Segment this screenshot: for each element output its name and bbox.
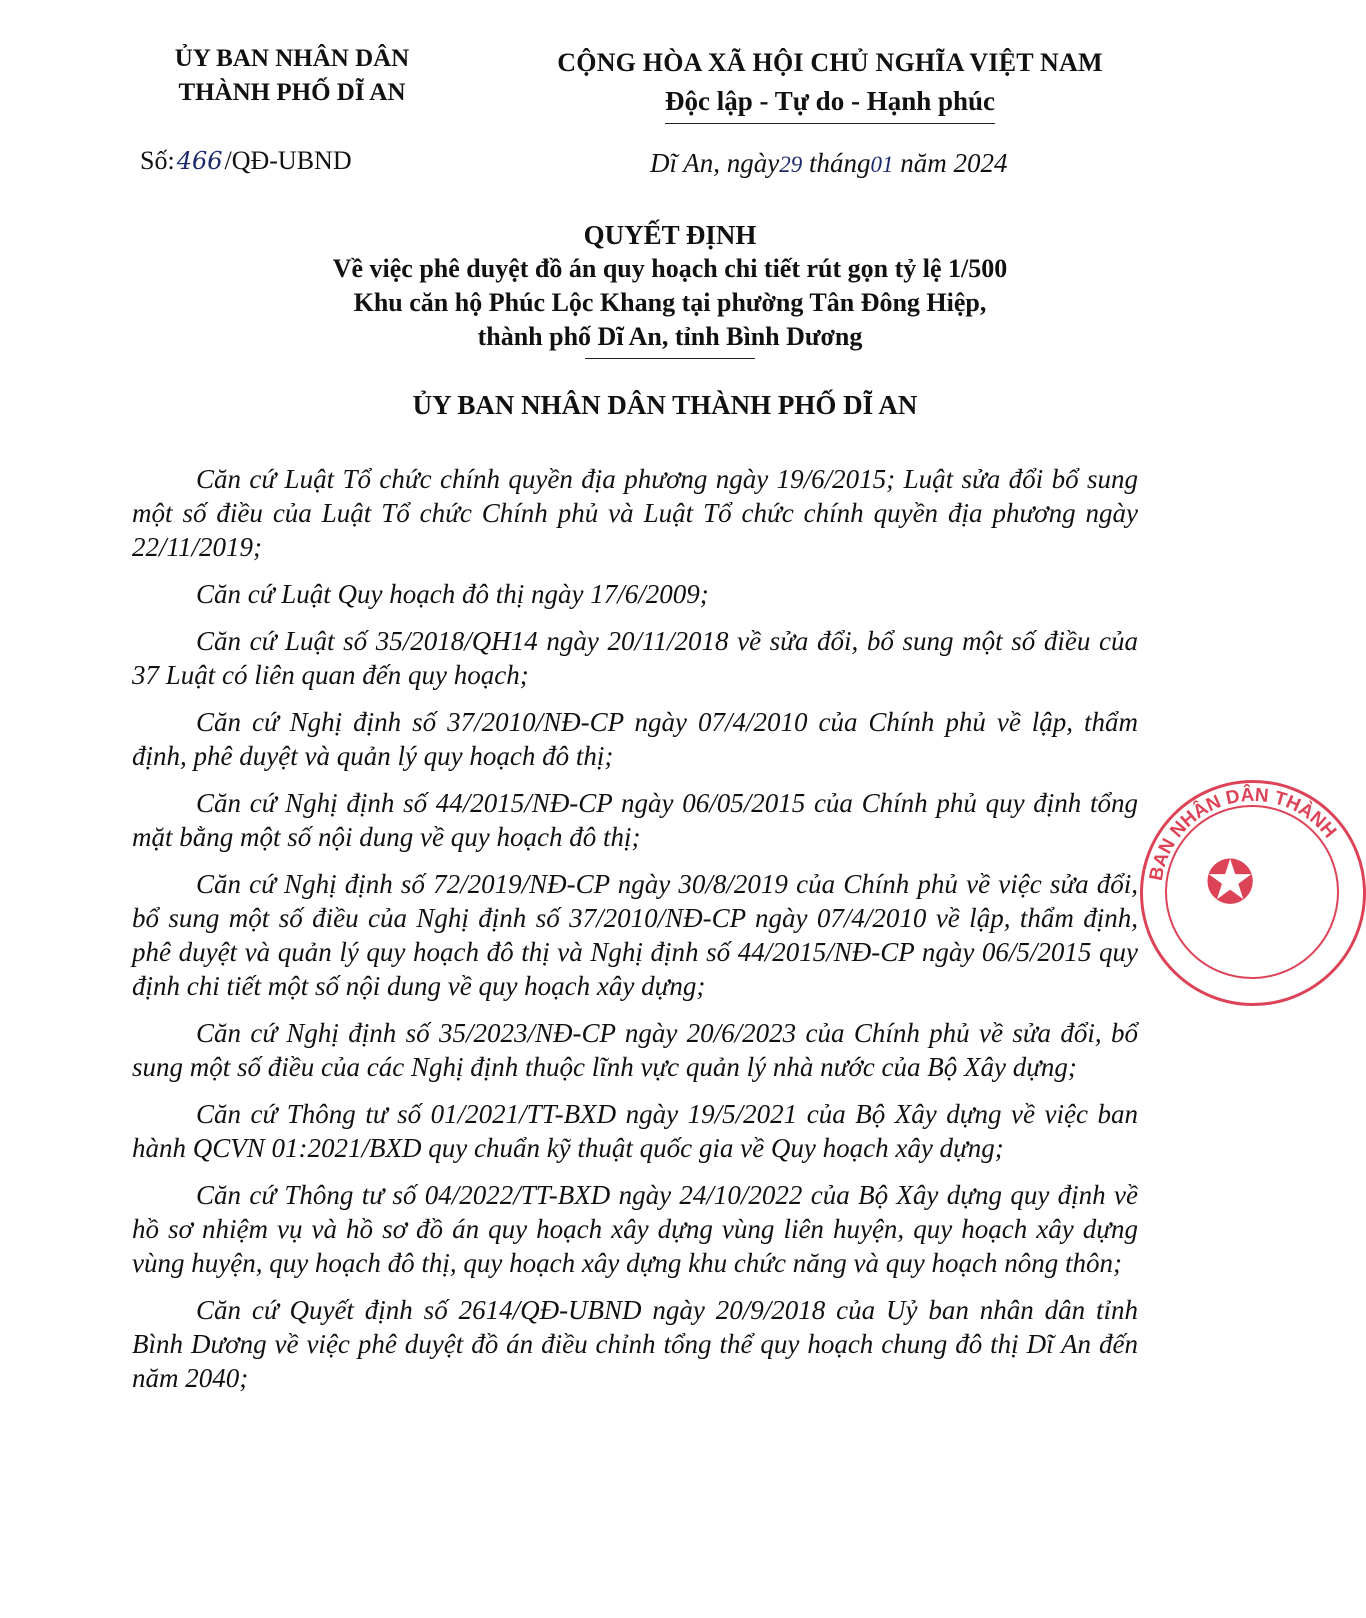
document-number-suffix: /QĐ-UBND [224, 146, 352, 175]
heading-divider [585, 358, 755, 359]
date-month-label: tháng [809, 148, 871, 178]
issue-date [650, 148, 1008, 179]
date-place: Dĩ An, ngày [650, 148, 780, 178]
seal-text: BAN NHÂN DÂN THÀNH [1145, 784, 1341, 883]
document-number-prefix: Số: [140, 146, 175, 175]
legal-basis-paragraph: Căn cứ Luật Quy hoạch đô thị ngày 17/6/2009; [196, 579, 709, 609]
official-seal [1140, 780, 1366, 1006]
decision-heading [0, 218, 1340, 359]
document-number [140, 146, 352, 176]
legal-basis-paragraph: Căn cứ Nghị định số 44/2015/NĐ-CP ngày 06/05/2015 của Chính phủ quy định tổng mặt bằng một số nội dung về quy hoạch đô thị; [132, 788, 1138, 852]
legal-basis-paragraph: Căn cứ Nghị định số 35/2023/NĐ-CP ngày 20/6/2023 của Chính phủ về sửa đổi, bổ sung một số điều của các Nghị định thuộc lĩnh vực quản lý nhà nước của Bộ Xây dựng; [132, 1018, 1138, 1082]
agency-line-1: ỦY BAN NHÂN DÂN [174, 45, 410, 72]
decision-title: QUYẾT ĐỊNH [583, 220, 757, 250]
date-month-handwritten: 01 [870, 152, 894, 177]
decision-subject-line-2: Khu căn hộ Phúc Lộc Khang tại phường Tân Đông Hiệp, [353, 288, 987, 317]
legal-basis-paragraph: Căn cứ Nghị định số 72/2019/NĐ-CP ngày 30/8/2019 của Chính phủ về việc sửa đổi, bổ sung một số điều của Nghị định số 37/2010/NĐ-CP ngày 07/4/2010 về lập, thẩm định, phê duyệt và quản lý quy hoạch đô thị và Nghị định số 44/2015/NĐ-CP ngày 06/5/2015 quy định chi tiết một số nội dung về quy hoạch xây dựng; [132, 869, 1138, 1001]
seal-emblem-icon: ✪ [1205, 850, 1256, 916]
date-year: năm 2024 [900, 148, 1008, 178]
legal-basis-paragraph: Căn cứ Nghị định số 37/2010/NĐ-CP ngày 07/4/2010 của Chính phủ về lập, thẩm định, phê duyệt và quản lý quy hoạch đô thị; [132, 707, 1138, 771]
issuing-authority: ỦY BAN NHÂN DÂN THÀNH PHỐ DĨ AN [412, 390, 918, 420]
issuing-agency [142, 42, 442, 110]
decision-subject-line-1: Về việc phê duyệt đồ án quy hoạch chi tiết rút gọn tỷ lệ 1/500 [332, 254, 1008, 283]
date-day-handwritten: 29 [779, 152, 803, 177]
legal-basis-paragraph: Căn cứ Quyết định số 2614/QĐ-UBND ngày 20/9/2018 của Uỷ ban nhân dân tỉnh Bình Dương về việc phê duyệt đồ án điều chỉnh tổng thể quy hoạch chung đô thị Dĩ An đến năm 2040; [132, 1295, 1138, 1393]
national-motto: Độc lập - Tự do - Hạnh phúc [665, 82, 995, 124]
legal-basis-paragraph: Căn cứ Luật số 35/2018/QH14 ngày 20/11/2018 về sửa đổi, bổ sung một số điều của 37 Luật có liên quan đến quy hoạch; [132, 626, 1138, 690]
legal-bases [132, 462, 1138, 1408]
legal-basis-paragraph: Căn cứ Luật Tổ chức chính quyền địa phương ngày 19/6/2015; Luật sửa đổi bổ sung một số điều của Luật Tổ chức Chính phủ và Luật Tổ chức chính quyền địa phương ngày 22/11/2019; [132, 464, 1138, 562]
decision-subject-line-3: thành phố Dĩ An, tỉnh Bình Dương [477, 322, 863, 351]
legal-basis-paragraph: Căn cứ Thông tư số 04/2022/TT-BXD ngày 24/10/2022 của Bộ Xây dựng quy định về hồ sơ nhiệm vụ và hồ sơ đồ án quy hoạch xây dựng vùng liên huyện, quy hoạch xây dựng vùng huyện, quy hoạch đô thị, quy hoạch xây dựng khu chức năng và quy hoạch nông thôn; [132, 1180, 1138, 1278]
document-number-handwritten: 466 [176, 147, 223, 175]
agency-line-2: THÀNH PHỐ DĨ AN [178, 79, 406, 106]
legal-basis-paragraph: Căn cứ Thông tư số 01/2021/TT-BXD ngày 19/5/2021 của Bộ Xây dựng về việc ban hành QCVN 01:2021/BXD quy chuẩn kỹ thuật quốc gia về Quy hoạch xây dựng; [132, 1099, 1138, 1163]
national-header [520, 44, 1140, 124]
nation-name: CỘNG HÒA XÃ HỘI CHỦ NGHĨA VIỆT NAM [557, 48, 1103, 77]
